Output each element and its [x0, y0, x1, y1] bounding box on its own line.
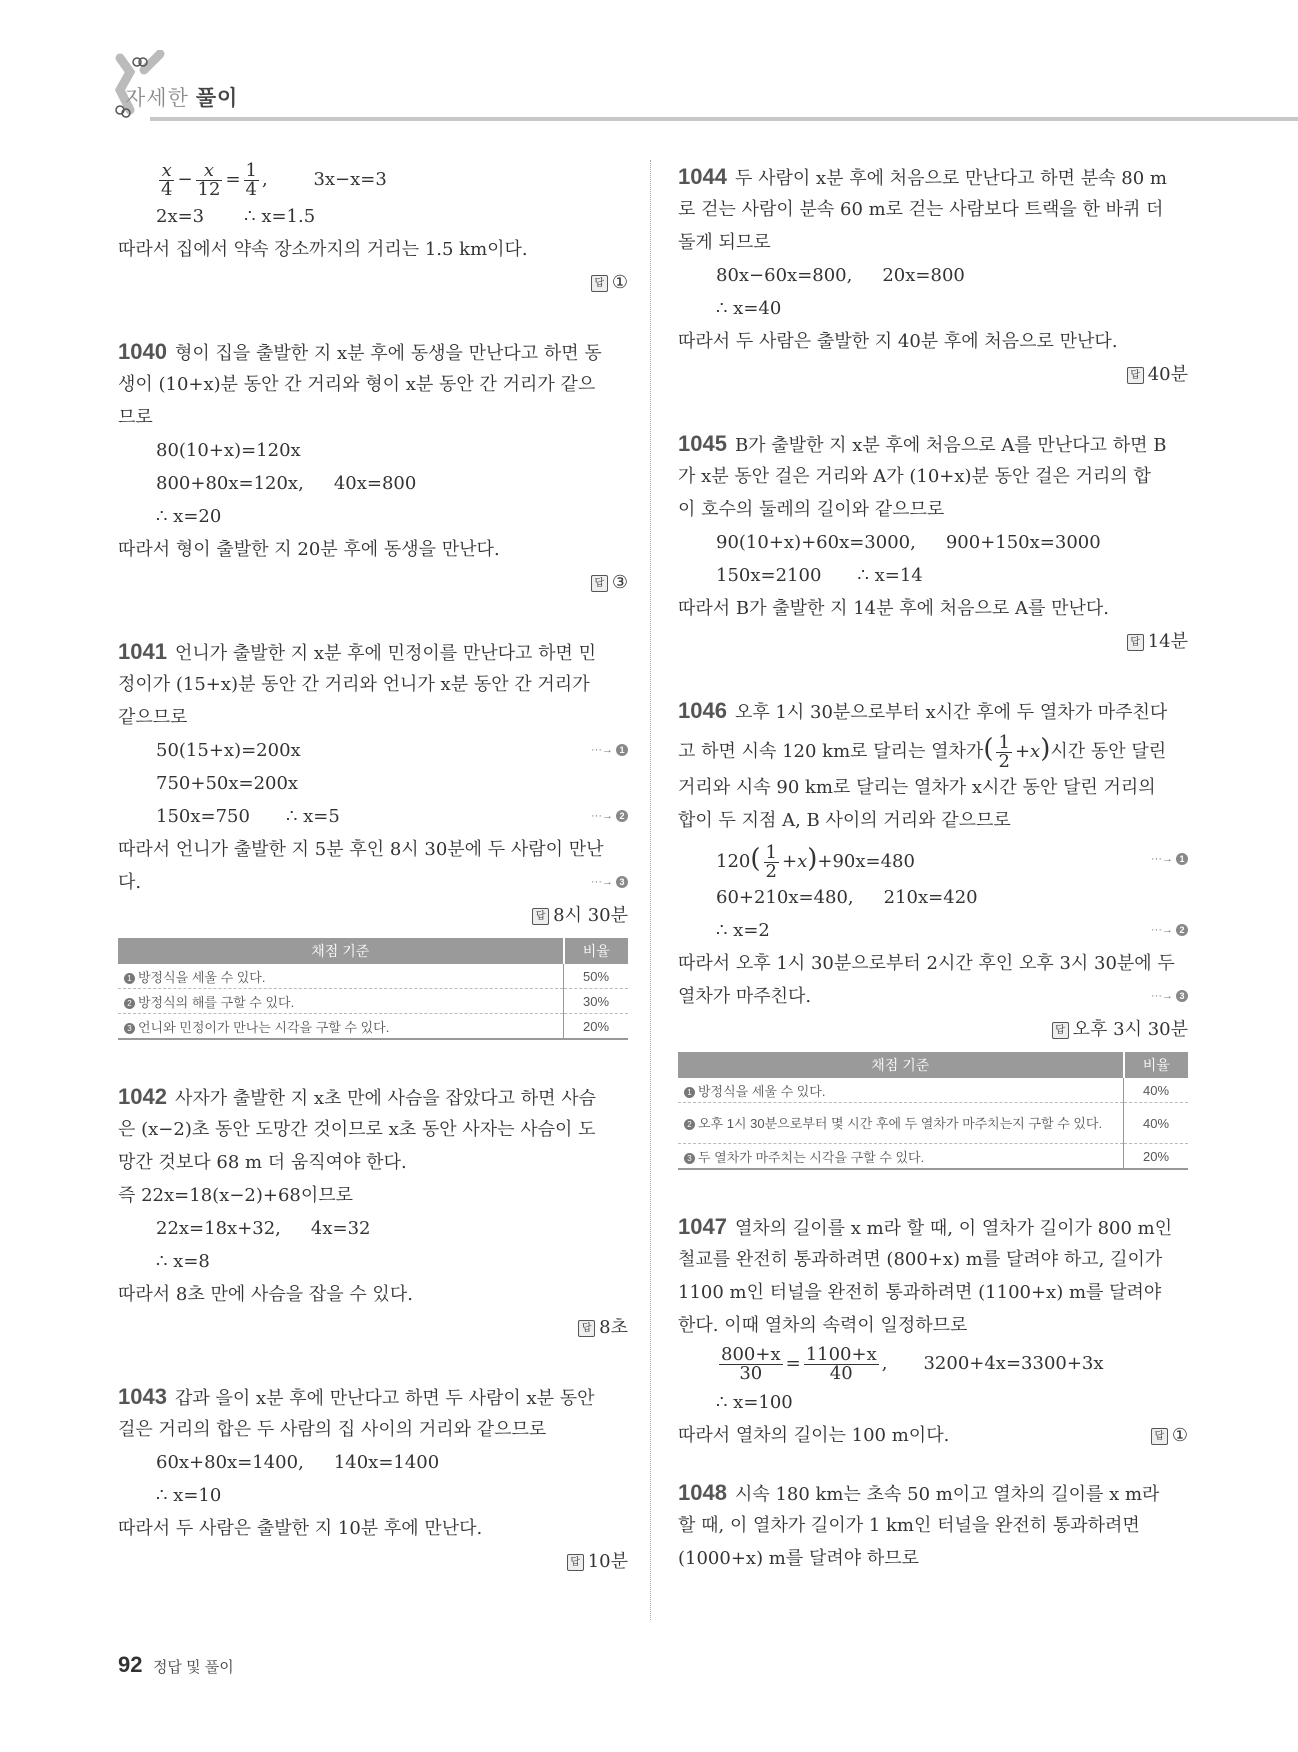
solution-text: 따라서 언니가 출발한 지 5분 후인 8시 30분에 두 사람이 만난	[118, 839, 604, 860]
answer: 답 오후 3시 30분	[678, 1013, 1188, 1046]
problem-1045: 1045 B가 출발한 지 x분 후에 처음으로 A를 만난다고 하면 B	[678, 431, 1167, 456]
equation: ∴ x=20	[156, 506, 222, 527]
equation: 800+80x=120x, 40x=800	[156, 473, 417, 494]
problem-text: 거리와 시속 90 km로 달리는 열차가 x시간 동안 달린 거리의	[678, 777, 1156, 798]
problem-text: 1100 m인 터널을 완전히 통과하려면 (1100+x) m를 달려야	[678, 1282, 1162, 1303]
table-header: 비율	[564, 938, 629, 964]
problem-text: 가 x분 동안 걸은 거리와 A가 (10+x)분 동안 걸은 거리의 합	[678, 466, 1151, 487]
equation: $\frac{800+x}{30}$ = $\frac{1100+x}{40}$ , 3200+4x=3300+3x	[721, 1343, 1104, 1384]
answer: 답 14분	[678, 625, 1188, 658]
equation: ∴ x=2 ···→ 2	[678, 914, 1188, 947]
equation: ∴ x=40	[716, 298, 782, 319]
equation: 80x−60x=800, 20x=800	[716, 265, 965, 286]
scoring-table	[678, 1052, 1188, 1170]
table-header: 채점 기준	[678, 1052, 1124, 1078]
step-marker-1: ···→ 1	[1151, 837, 1188, 881]
step-marker-2: ···→ 2	[591, 800, 628, 833]
problem-text: 므로	[118, 407, 153, 428]
equation: 90(10+x)+60x=3000, 900+150x=3000	[716, 532, 1101, 553]
answer: 답 10분	[118, 1545, 628, 1578]
answer: 답 40분	[678, 358, 1188, 391]
problem-text: 즉 22x=18(x−2)+68이므로	[118, 1185, 354, 1206]
problem-text: 같으므로	[118, 707, 188, 728]
answer-icon: 답	[567, 1554, 584, 1571]
problem-text: 망간 것보다 68 m 더 움직여야 한다.	[118, 1152, 407, 1173]
table-header: 비율	[1124, 1052, 1189, 1078]
solution-text: 따라서 두 사람은 출발한 지 40분 후에 처음으로 만난다.	[678, 331, 1118, 352]
problem-text: 합이 두 지점 A, B 사이의 거리와 같으므로	[678, 810, 1011, 831]
solution-text: 따라서 열차의 길이는 100 m이다. 답 ①	[678, 1425, 1188, 1446]
scoring-table	[118, 938, 628, 1040]
answer-icon: 답	[591, 575, 608, 592]
answer-icon: 답	[1151, 1428, 1168, 1445]
solution-text: 열차가 마주친다. ···→ 3	[678, 980, 1188, 1013]
column-divider	[650, 160, 651, 1620]
problem-1046: 1046 오후 1시 30분으로부터 x시간 후에 두 열차가 마주친다	[678, 698, 1168, 723]
step-marker-3: ···→ 3	[1151, 980, 1188, 1013]
solution-text: 따라서 집에서 약속 장소까지의 거리는 1.5 km이다.	[118, 239, 528, 260]
problem-1044: 1044 두 사람이 x분 후에 처음으로 만난다고 하면 분속 80 m	[678, 164, 1167, 189]
answer-icon: 답	[1127, 367, 1144, 384]
equation: 150x=2100 ∴ x=14	[716, 565, 923, 586]
page-footer	[118, 1652, 234, 1678]
header-rule	[150, 117, 1298, 121]
solution-text: 따라서 B가 출발한 지 14분 후에 처음으로 A를 만난다.	[678, 598, 1109, 619]
equation: ∴ x=10	[156, 1485, 222, 1506]
problem-1041: 1041 언니가 출발한 지 x분 후에 민정이를 만난다고 하면 민	[118, 639, 597, 664]
problem-text: 고 하면 시속 120 km로 달리는 열차가( $\frac{1}{2}$ +x)시간 동안 달린	[678, 731, 1167, 772]
page-number: 92	[118, 1652, 143, 1677]
equation: ∴ x=100	[716, 1392, 793, 1413]
answer: 답 8초	[118, 1311, 628, 1344]
table-row: 1 방정식을 세울 수 있다. 50%	[118, 964, 628, 989]
equation: ∴ x=8	[156, 1251, 210, 1272]
problem-1043: 1043 갑과 을이 x분 후에 만난다고 하면 두 사람이 x분 동안	[118, 1384, 595, 1409]
problem-text: (1000+x) m를 달려야 하므로	[678, 1548, 920, 1569]
problem-text: 정이가 (15+x)분 동안 간 거리와 언니가 x분 동안 간 거리가	[118, 674, 590, 695]
problem-text: 생이 (10+x)분 동안 간 거리와 형이 x분 동안 간 거리가 같으	[118, 374, 596, 395]
section-title: 자세한 풀이	[125, 87, 239, 110]
solution-text: 따라서 두 사람은 출발한 지 10분 후에 만난다.	[118, 1518, 483, 1539]
table-header: 채점 기준	[118, 938, 564, 964]
table-row: 3 두 열차가 마주치는 시각을 구할 수 있다. 20%	[678, 1144, 1188, 1170]
step-marker-2: ···→ 2	[1151, 914, 1188, 947]
problem-1042: 1042 사자가 출발한 지 x초 만에 사슴을 잡았다고 하면 사슴	[118, 1084, 597, 1109]
solution-text: 따라서 8초 만에 사슴을 잡을 수 있다.	[118, 1284, 413, 1305]
equation: 750+50x=200x	[156, 773, 299, 794]
answer-icon: 답	[1127, 634, 1144, 651]
problem-text: 한다. 이때 열차의 속력이 일정하므로	[678, 1315, 968, 1336]
answer-icon: 답	[532, 908, 549, 925]
step-marker-3: ···→ 3	[591, 866, 628, 899]
solution-text: 따라서 오후 1시 30분으로부터 2시간 후인 오후 3시 30분에 두	[678, 953, 1175, 974]
table-row: 2 오후 1시 30분으로부터 몇 시간 후에 두 열차가 마주치는지 구할 수 있다. 40%	[678, 1103, 1188, 1144]
problem-text: 은 (x−2)초 동안 도망간 것이므로 x초 동안 사자는 사슴이 도	[118, 1119, 596, 1140]
table-row: 3 언니와 민정이가 만나는 시각을 구할 수 있다. 20%	[118, 1014, 628, 1040]
table-row: 2 방정식의 해를 구할 수 있다. 30%	[118, 989, 628, 1014]
solution-text: 다. ···→ 3	[118, 866, 628, 899]
answer-icon: 답	[578, 1320, 595, 1337]
answer: 답 8시 30분	[118, 899, 628, 932]
problem-text: 걸은 거리의 합은 두 사람의 집 사이의 거리와 같으므로	[118, 1419, 547, 1440]
equation: 60x+80x=1400, 140x=1400	[156, 1452, 440, 1473]
answer-icon: 답	[1052, 1022, 1069, 1039]
equation: 2x=3 ∴ x=1.5	[156, 206, 316, 227]
problem-text: 이 호수의 둘레의 길이와 같으므로	[678, 499, 945, 520]
problem-1048: 1048 시속 180 km는 초속 50 m이고 열차의 길이를 x m라	[678, 1480, 1160, 1505]
answer: 답 ③	[118, 566, 628, 599]
problem-text: 돌게 되므로	[678, 232, 771, 253]
equation: $\frac{x}{4}$ − $\frac{x}{12}$ = $\frac{1}{4}$ , 3x−x=3	[161, 159, 387, 200]
problem-1040: 1040 형이 집을 출발한 지 x분 후에 동생을 만난다고 하면 동	[118, 339, 602, 364]
problem-text: 로 걷는 사람이 분속 60 m로 걷는 사람보다 트랙을 한 바퀴 더	[678, 199, 1164, 220]
equation: 150x=750 ∴ x=5 ···→ 2	[118, 800, 628, 833]
right-column	[678, 160, 1188, 1575]
equation: 60+210x=480, 210x=420	[716, 887, 978, 908]
table-row: 1 방정식을 세울 수 있다. 40%	[678, 1078, 1188, 1103]
equation: 120( $\frac{1}{2}$ +x)+90x=480 ···→ 1	[678, 837, 1188, 881]
equation: 22x=18x+32, 4x=32	[156, 1218, 371, 1239]
problem-text: 할 때, 이 열차가 길이가 1 km인 터널을 완전히 통과하려면	[678, 1515, 1140, 1536]
answer-icon: 답	[591, 275, 608, 292]
step-marker-1: ···→ 1	[591, 734, 628, 767]
footer-label: 정답 및 풀이	[152, 1659, 234, 1676]
problem-text: 철교를 완전히 통과하려면 (800+x) m를 달려야 하고, 길이가	[678, 1249, 1163, 1270]
problem-1047: 1047 열차의 길이를 x m라 할 때, 이 열차가 길이가 800 m인	[678, 1214, 1173, 1239]
answer: 답 ①	[118, 266, 628, 299]
solution-text: 따라서 형이 출발한 지 20분 후에 동생을 만난다.	[118, 539, 500, 560]
equation: 50(15+x)=200x ···→ 1	[118, 734, 628, 767]
left-column	[118, 160, 628, 1578]
equation: 80(10+x)=120x	[156, 440, 301, 461]
